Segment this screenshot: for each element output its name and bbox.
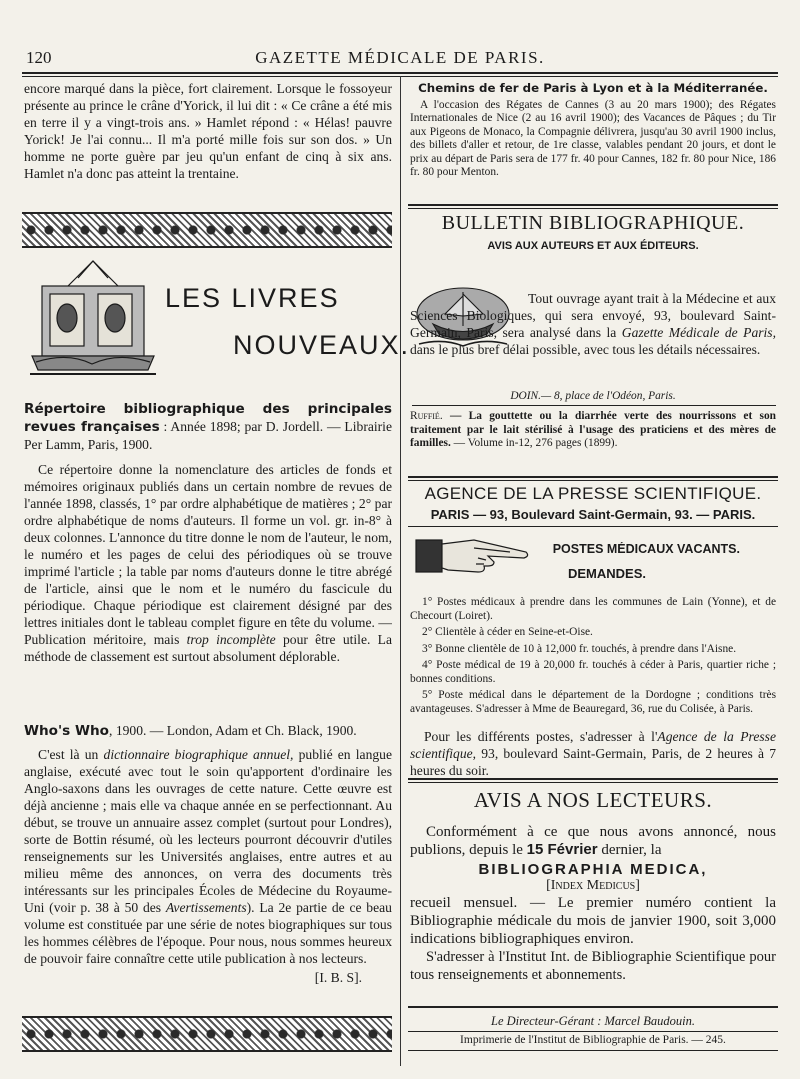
bulletin-title: BULLETIN BIBLIOGRAPHIQUE.: [441, 212, 745, 234]
avis-body-4: S'adresser à l'Institut Int. de Bibliographie Scientifique pour tous renseignements et abonnements.: [410, 949, 776, 983]
doin-rule: [412, 405, 776, 406]
demande-item-3: 3° Bonne clientèle de 10 à 12,000 fr. touchés, à prendre dans l'Aisne.: [422, 642, 737, 655]
postes-header: [410, 542, 776, 590]
header-rule: [22, 72, 778, 74]
page-number: 120: [26, 48, 52, 67]
repertoire-heading: [24, 400, 392, 453]
agence-address: PARIS — 93, Boulevard Saint-Germain, 93. — PARIS.: [430, 507, 756, 522]
repertoire-italic: trop incomplète: [186, 632, 276, 647]
footer-rule: [408, 1006, 778, 1008]
imprimerie-line: Imprimerie de l'Institut de Bibliographie de Paris. — 245.: [460, 1034, 726, 1046]
doin-line: DOIN.— 8, place de l'Odéon, Paris.: [510, 390, 676, 402]
directeur-wrap: [410, 1014, 776, 1032]
banner-title-line1: LES LIVRES: [165, 283, 340, 313]
ruffie-meta: — Volume in-12, 276 pages (1899).: [450, 437, 618, 449]
imprimerie-rule: [408, 1050, 778, 1051]
books-illustration-icon: [28, 256, 158, 378]
section-rule-thin: [408, 208, 778, 209]
section-rule: [408, 204, 778, 206]
index-medicus: [Index Medicus]: [546, 878, 640, 893]
chemins-de-fer-notice: [410, 82, 776, 200]
hamlet-continuation: [24, 80, 392, 200]
bulletin-header: [410, 212, 776, 252]
repertoire-end-text: pour être utile. La méthode de classement est surtout absolument déplorable.: [24, 632, 392, 664]
whos-who-review: [24, 722, 392, 1002]
whos-italic-2: Avertissements: [165, 900, 247, 915]
repertoire-review: [24, 400, 392, 690]
demande-item-4: 4° Poste médical de 19 à 20,000 fr. touchés à céder à Paris, quartier riche ; bonnes conditions.: [410, 659, 776, 685]
repertoire-title: Répertoire bibliographique des principales revues françaises: [24, 401, 392, 435]
avis-lecteurs: [410, 788, 776, 998]
whos-who-heading: [24, 722, 392, 740]
demande-item-5: 5° Poste médical dans le département de la Dordogne ; conditions très avantageuses. S'adresser à Mme de Beauregard, 36, rue du Colisée, à Paris.: [410, 689, 776, 715]
avis-body-2: dernier, la: [597, 842, 662, 858]
avis-body-1: Conformément à ce que nous avons annoncé, nous publions, depuis le: [410, 824, 776, 858]
bulletin-subtitle: AVIS AUX AUTEURS ET AUX ÉDITEURS.: [487, 240, 699, 252]
bulletin-notice: [410, 290, 776, 390]
postes-contact: [410, 728, 776, 778]
whos-body-3: ). La 2e partie de ce beau volume est constituée par une série de notes biographiques sur tous les hommes célèbres de l'époque. Pour nous, nous sommes heureux de pouvoir faire connaître cette utile publication à nos lecteurs.: [24, 900, 392, 966]
ornamental-band-top: [22, 212, 392, 248]
repertoire-body: [24, 461, 392, 665]
bulletin-body: [410, 290, 776, 358]
demandes-title: DEMANDES.: [568, 566, 647, 581]
agence-top-rule-thin: [408, 480, 778, 481]
whos-who-meta: , 1900. — London, Adam et Ch. Black, 1900.: [109, 723, 357, 738]
whos-body-2: publié en langue anglaise, exécuté avec tout le soin qu'apportent d'ordinaire les Anglo-saxons dans les ouvrages de cette nature. Cette œuvre est déjà ancienne ; mais elle va chaque année en se perfectionnant. Au début, se trouve un annuaire assez complet (surtout pour Londres), sorte de Bottin résumé, où les lecteurs pourront découvrir d'utiles renseignements sur les Universités anglaises, entre autres et au milieu même des annonces, on verra des documents très intéressants sur les principales Écoles de Médecine du Royaume-Uni (voir p. 38 à 50 des: [24, 747, 392, 915]
avis-intro: [410, 823, 776, 859]
agence-top-rule: [408, 476, 778, 478]
column-divider: [400, 76, 401, 1066]
chemins-title: Chemins de fer de Paris à Lyon et à la Méditerranée.: [418, 82, 768, 95]
bulletin-body-2: dans le plus bref délai possible, avec tous les détails nécessaires.: [410, 342, 761, 357]
agence-header: [410, 484, 776, 524]
repertoire-body-text: Ce répertoire donne la nomenclature des articles de fonds et mémoires originaux publiés dans un certain nombre de revues de l'année 1898, classés, 1° par ordre alphabétique de matières ; 2° par ordre alphabétique de noms d'auteurs. Il forme un vol. gr. in-8° à deux colonnes. L'annonce du titre donne le nom de l'auteur, le nom, le numéro et les pages de celui des périodiques où se trouve imprimé l'article ; la table par noms d'auteurs donne le titre abrégé de l'article, ainsi que le nom et le numéro du fascicule du périodique. Chaque périodique est clairement désigné par des lettres initiales dont le tableau complet figure en tête du volume. — Publication méritoire, mais: [24, 462, 392, 647]
agence-title: AGENCE DE LA PRESSE SCIENTIFIQUE.: [424, 484, 762, 503]
ruffie-author: Ruffié.: [410, 410, 443, 422]
postes-title: POSTES MÉDICAUX VACANTS.: [552, 542, 740, 556]
hamlet-paragraph: encore marqué dans la pièce, fort clairement. Lorsque le fossoyeur présente au prince le crâne d'Yorick, il lui dit : « Ce crâne a été mis en terre il y a vingt-trois ans. » Hamlet répond : « Hélas! pauvre Yorick! Je l'ai connu... Il m'a porté mille fois sur son dos. » Un homme ne porte guère par jeu qu'un enfant de cinq à six ans. Hamlet n'a donc pas atteint la trentaine.: [24, 81, 392, 181]
whos-who-body: [24, 746, 392, 967]
postes-contact-text: [410, 728, 776, 778]
whos-body-1: C'est là un: [38, 747, 104, 762]
directeur-line: Le Directeur-Gérant : Marcel Baudouin.: [491, 1014, 695, 1028]
avis-top-rule: [408, 778, 778, 780]
demande-item-2: 2° Clientèle à céder en Seine-et-Oise.: [422, 626, 593, 638]
bibliographia-title: BIBLIOGRAPHIA MEDICA,: [478, 861, 708, 878]
agence-rule: [408, 526, 778, 527]
ruffie-title: — La gouttette ou la diarrhée verte des nourrissons et son traitement par le lait stérilisé à l'usage des praticiens et des mères de familles.: [410, 410, 776, 449]
journal-title: GAZETTE MÉDICALE DE PARIS.: [255, 48, 545, 67]
ruffie-text: [410, 410, 776, 451]
doin-line-wrap: [410, 390, 776, 406]
ruffie-entry: [410, 410, 776, 472]
whos-who-signature: [I. B. S].: [314, 970, 362, 985]
directeur-rule: [408, 1031, 778, 1032]
ornamental-band-bottom: [22, 1016, 392, 1052]
demande-item-1: 1° Postes médicaux à prendre dans les communes de Lain (Yonne), et de Checourt (Loiret).: [410, 596, 776, 622]
contact-1: Pour les différents postes, s'adresser à l': [424, 729, 658, 744]
page-header: [22, 46, 778, 70]
contact-italic: Agence de la Presse scientifique: [410, 729, 776, 761]
avis-date: 15 Février: [526, 841, 598, 858]
imprimerie-wrap: [410, 1034, 776, 1050]
avis-body-3: recueil mensuel. — Le premier numéro contient la Bibliographie médicale du mois de janvier 1900, soit 3,000 indications bibliographiques environ.: [410, 895, 776, 947]
bulletin-italic: Gazette Médicale de Paris,: [621, 325, 776, 340]
contact-2: , 93, boulevard Saint-Germain, Paris, de 2 heures à 7 heures du soir.: [410, 746, 776, 778]
avis-title: AVIS A NOS LECTEURS.: [473, 788, 713, 812]
chemins-body: A l'occasion des Régates de Cannes (3 au 20 mars 1900); des Régates Internationales de Nice (2 au 16 avril 1900); des Vacances de Pâques ; du Tir aux Pigeons de Monaco, la Compagnie délivrera, jusqu'au 30 avril 1900 inclus, des billets d'aller et retour, de 1re classe, valables pendant 20 jours, et dont le prix au départ de Paris sera de 177 fr. 40 pour Cannes, 182 fr. 80 pour Nice, 186 fr. 80 pour Menton.: [410, 98, 776, 178]
whos-who-title: Who's Who: [24, 723, 110, 739]
repertoire-meta: : Année 1898; par D. Jordell. — Librairie Per Lamm, Paris, 1900.: [24, 419, 392, 452]
banner-title-line2: NOUVEAUX.: [233, 330, 411, 360]
avis-top-rule-thin: [408, 782, 778, 783]
bulletin-body-1: Tout ouvrage ayant trait à la Médecine et aux Sciences Biologiques, qui sera envoyé, 93, boulevard Saint-Germain, Paris, sera analysé dans la: [410, 291, 776, 340]
whos-italic-1: dictionnaire biographique annuel,: [103, 747, 294, 762]
demandes-list: [410, 596, 776, 728]
